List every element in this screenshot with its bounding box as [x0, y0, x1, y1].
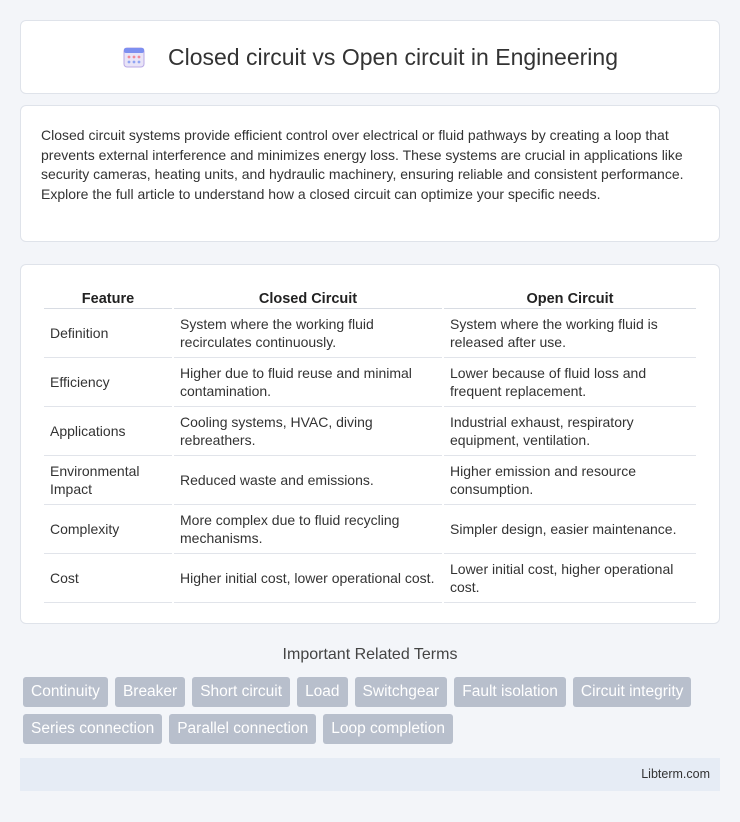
feature-cell: Cost [44, 554, 172, 603]
term-tag-series-connection[interactable]: Series connection [23, 714, 162, 744]
table-header-row [44, 285, 696, 309]
feature-cell: Complexity [44, 505, 172, 554]
table-row [44, 309, 696, 358]
open-circuit-cell: System where the working fluid is released after use. [444, 309, 696, 358]
open-circuit-cell: Simpler design, easier maintenance. [444, 505, 696, 554]
footer-brand-link[interactable]: Libterm.com [641, 767, 710, 781]
feature-cell: Environmental Impact [44, 456, 172, 505]
table-row [44, 407, 696, 456]
related-terms-title: Important Related Terms [282, 646, 458, 663]
term-tag-short-circuit[interactable]: Short circuit [192, 677, 290, 707]
term-tag-circuit-integrity[interactable]: Circuit integrity [573, 677, 692, 707]
closed-circuit-cell: Cooling systems, HVAC, diving rebreathers. [174, 407, 442, 456]
term-tag-parallel-connection[interactable]: Parallel connection [169, 714, 316, 744]
header-open-circuit: Open Circuit [444, 285, 696, 309]
table-row [44, 456, 696, 505]
closed-circuit-cell: Reduced waste and emissions. [174, 456, 442, 505]
open-circuit-cell: Industrial exhaust, respiratory equipment, ventilation. [444, 407, 696, 456]
closed-circuit-cell: Higher due to fluid reuse and minimal contamination. [174, 358, 442, 407]
term-tag-load[interactable]: Load [297, 677, 347, 707]
comparison-table-card [20, 264, 720, 624]
term-tag-loop-completion[interactable]: Loop completion [323, 714, 453, 744]
comparison-table [42, 285, 698, 603]
table-row [44, 554, 696, 603]
page-title: Closed circuit vs Open circuit in Engineering [168, 43, 618, 70]
term-tag-fault-isolation[interactable]: Fault isolation [454, 677, 566, 707]
table-row [44, 358, 696, 407]
header-card [20, 20, 720, 94]
related-terms-list [23, 677, 723, 744]
header-closed-circuit: Closed Circuit [174, 285, 442, 309]
feature-cell: Definition [44, 309, 172, 358]
open-circuit-cell: Higher emission and resource consumption. [444, 456, 696, 505]
intro-paragraph: Closed circuit systems provide efficient control over electrical or fluid pathways by creating a loop that prevents external interference and minimizes energy loss. These systems are crucial in applications like security cameras, heating units, and hydraulic machinery, ensuring reliable and consistent performance. Explore the full article to understand how a closed circuit can optimize your specific needs. [41, 127, 684, 202]
feature-cell: Efficiency [44, 358, 172, 407]
header-feature: Feature [44, 285, 172, 309]
open-circuit-cell: Lower initial cost, higher operational cost. [444, 554, 696, 603]
term-tag-switchgear[interactable]: Switchgear [355, 677, 448, 707]
closed-circuit-cell: System where the working fluid recirculates continuously. [174, 309, 442, 358]
closed-circuit-cell: More complex due to fluid recycling mechanisms. [174, 505, 442, 554]
calendar-icon [122, 45, 146, 69]
term-tag-continuity[interactable]: Continuity [23, 677, 108, 707]
term-tag-breaker[interactable]: Breaker [115, 677, 185, 707]
table-row [44, 505, 696, 554]
closed-circuit-cell: Higher initial cost, lower operational cost. [174, 554, 442, 603]
intro-card [20, 105, 720, 242]
open-circuit-cell: Lower because of fluid loss and frequent replacement. [444, 358, 696, 407]
footer [20, 758, 720, 791]
feature-cell: Applications [44, 407, 172, 456]
